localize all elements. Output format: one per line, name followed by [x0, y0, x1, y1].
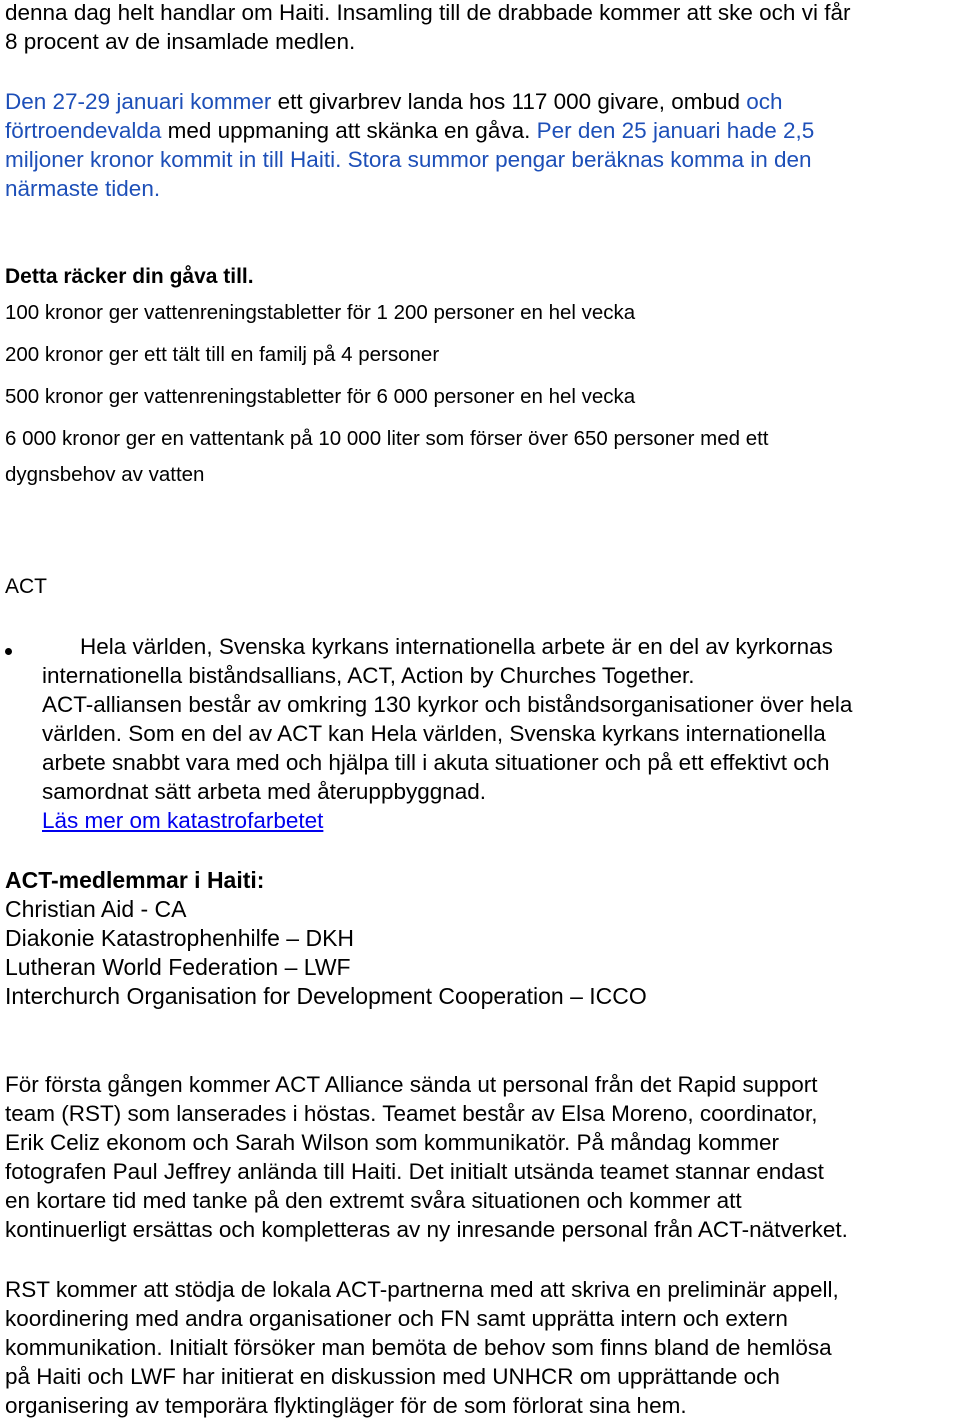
- rst-p2-line-1: RST kommer att stödja de lokala ACT-partnerna med att skriva en preliminär appell,: [5, 1277, 839, 1302]
- rst-p2-line-2: koordinering med andra organisationer och FN samt upprätta intern och extern: [5, 1306, 788, 1331]
- rst-p1-line-3: Erik Celiz ekonom och Sarah Wilson som kommunikatör. På måndag kommer: [5, 1130, 780, 1155]
- members-heading: ACT-medlemmar i Haiti:: [5, 867, 265, 893]
- rst-p1-line-5: en kortare tid med tanke på den extremt svåra situationen och kommer att: [5, 1188, 742, 1213]
- gift-item-2: 200 kronor ger ett tält till en familj på 4 personer: [5, 343, 440, 366]
- act-varlden: världen.: [42, 721, 123, 746]
- bullet-dot: [5, 648, 12, 655]
- act-heading: ACT: [5, 575, 47, 598]
- act-bullet-line-5: arbete snabbt vara med och hjälpa till i akuta situationer och på ett effektivt och: [42, 750, 830, 775]
- campaign-per-den: Per den 25 januari hade 2,5: [536, 118, 815, 143]
- rst-p2-line-5: organisering av temporära flyktingläger för de som förlorat sina hem.: [5, 1393, 687, 1418]
- gift-heading: Detta räcker din gåva till.: [5, 265, 254, 288]
- member-item-3: Lutheran World Federation – LWF: [5, 954, 351, 980]
- rst-p1-line-6: kontinuerligt ersättas och kompletteras av ny inresande personal från ACT-nätverket.: [5, 1217, 848, 1242]
- gift-item-4: 6 000 kronor ger en vattentank på 10 000 liter som förser över 650 personer med ett: [5, 427, 769, 450]
- member-item-2: Diakonie Katastrophenhilfe – DKH: [5, 925, 355, 951]
- gift-item-1: 100 kronor ger vattenreningstabletter för 1 200 personer en hel vecka: [5, 301, 636, 324]
- campaign-fortroende: förtroendevalda: [5, 118, 162, 143]
- rst-p2-line-3: kommunikation. Initialt försöker man bemöta de behov som finns bland de hemlösa: [5, 1335, 832, 1360]
- act-bullet-line-4: [42, 719, 826, 748]
- campaign-line-1: [5, 87, 783, 116]
- rst-p1-line-1: För första gången kommer ACT Alliance sända ut personal från det Rapid support: [5, 1072, 818, 1097]
- act-som-en-del: Som en del av ACT kan Hela världen, Svenska kyrkans internationella: [122, 721, 826, 746]
- act-bullet-line-6: samordnat sätt arbeta med återuppbyggnad.: [42, 779, 487, 804]
- member-item-1: Christian Aid - CA: [5, 896, 187, 922]
- campaign-line-4: närmaste tiden.: [5, 176, 161, 201]
- campaign-och: och: [746, 89, 783, 114]
- campaign-miljoner: miljoner kronor kommit in till Haiti.: [5, 147, 342, 172]
- rst-p1-line-2: team (RST) som lanserades i höstas. Teamet består av Elsa Moreno, coordinator,: [5, 1101, 818, 1126]
- campaign-text: ett givarbrev landa hos 117 000 givare, ombud: [271, 89, 747, 114]
- intro-line-2: 8 procent av de insamlade medlen.: [5, 29, 356, 54]
- act-bullet-line-1: Hela världen, Svenska kyrkans internationella arbete är en del av kyrkornas: [80, 634, 833, 659]
- act-bullet-line-3: ACT-alliansen består av omkring 130 kyrkor och biståndsorganisationer över hela: [42, 692, 853, 717]
- intro-line-1: denna dag helt handlar om Haiti. Insamling till de drabbade kommer att ske och vi får: [5, 0, 851, 25]
- rst-p2-line-4: på Haiti och LWF har initierat en diskussion med UNHCR om upprättande och: [5, 1364, 780, 1389]
- member-item-4: Interchurch Organisation for Development Cooperation – ICCO: [5, 983, 647, 1009]
- read-more-link[interactable]: Läs mer om katastrofarbetet: [42, 808, 324, 833]
- campaign-line-3: [5, 145, 812, 174]
- act-bullet-line-2: internationella biståndsallians, ACT, Action by Churches Together.: [42, 663, 695, 688]
- rst-p1-line-4: fotografen Paul Jeffrey anlända till Haiti. Det initialt utsända teamet stannar endast: [5, 1159, 824, 1184]
- gift-item-4-cont: dygnsbehov av vatten: [5, 463, 205, 486]
- act-link-line: [42, 806, 323, 835]
- campaign-date: Den 27-29 januari kommer: [5, 89, 272, 114]
- campaign-stora-summor: Stora summor pengar beräknas komma in den: [341, 147, 812, 172]
- campaign-text-2: med uppmaning att skänka en gåva.: [161, 118, 537, 143]
- campaign-line-2: [5, 116, 814, 145]
- gift-item-3: 500 kronor ger vattenreningstabletter för 6 000 personer en hel vecka: [5, 385, 636, 408]
